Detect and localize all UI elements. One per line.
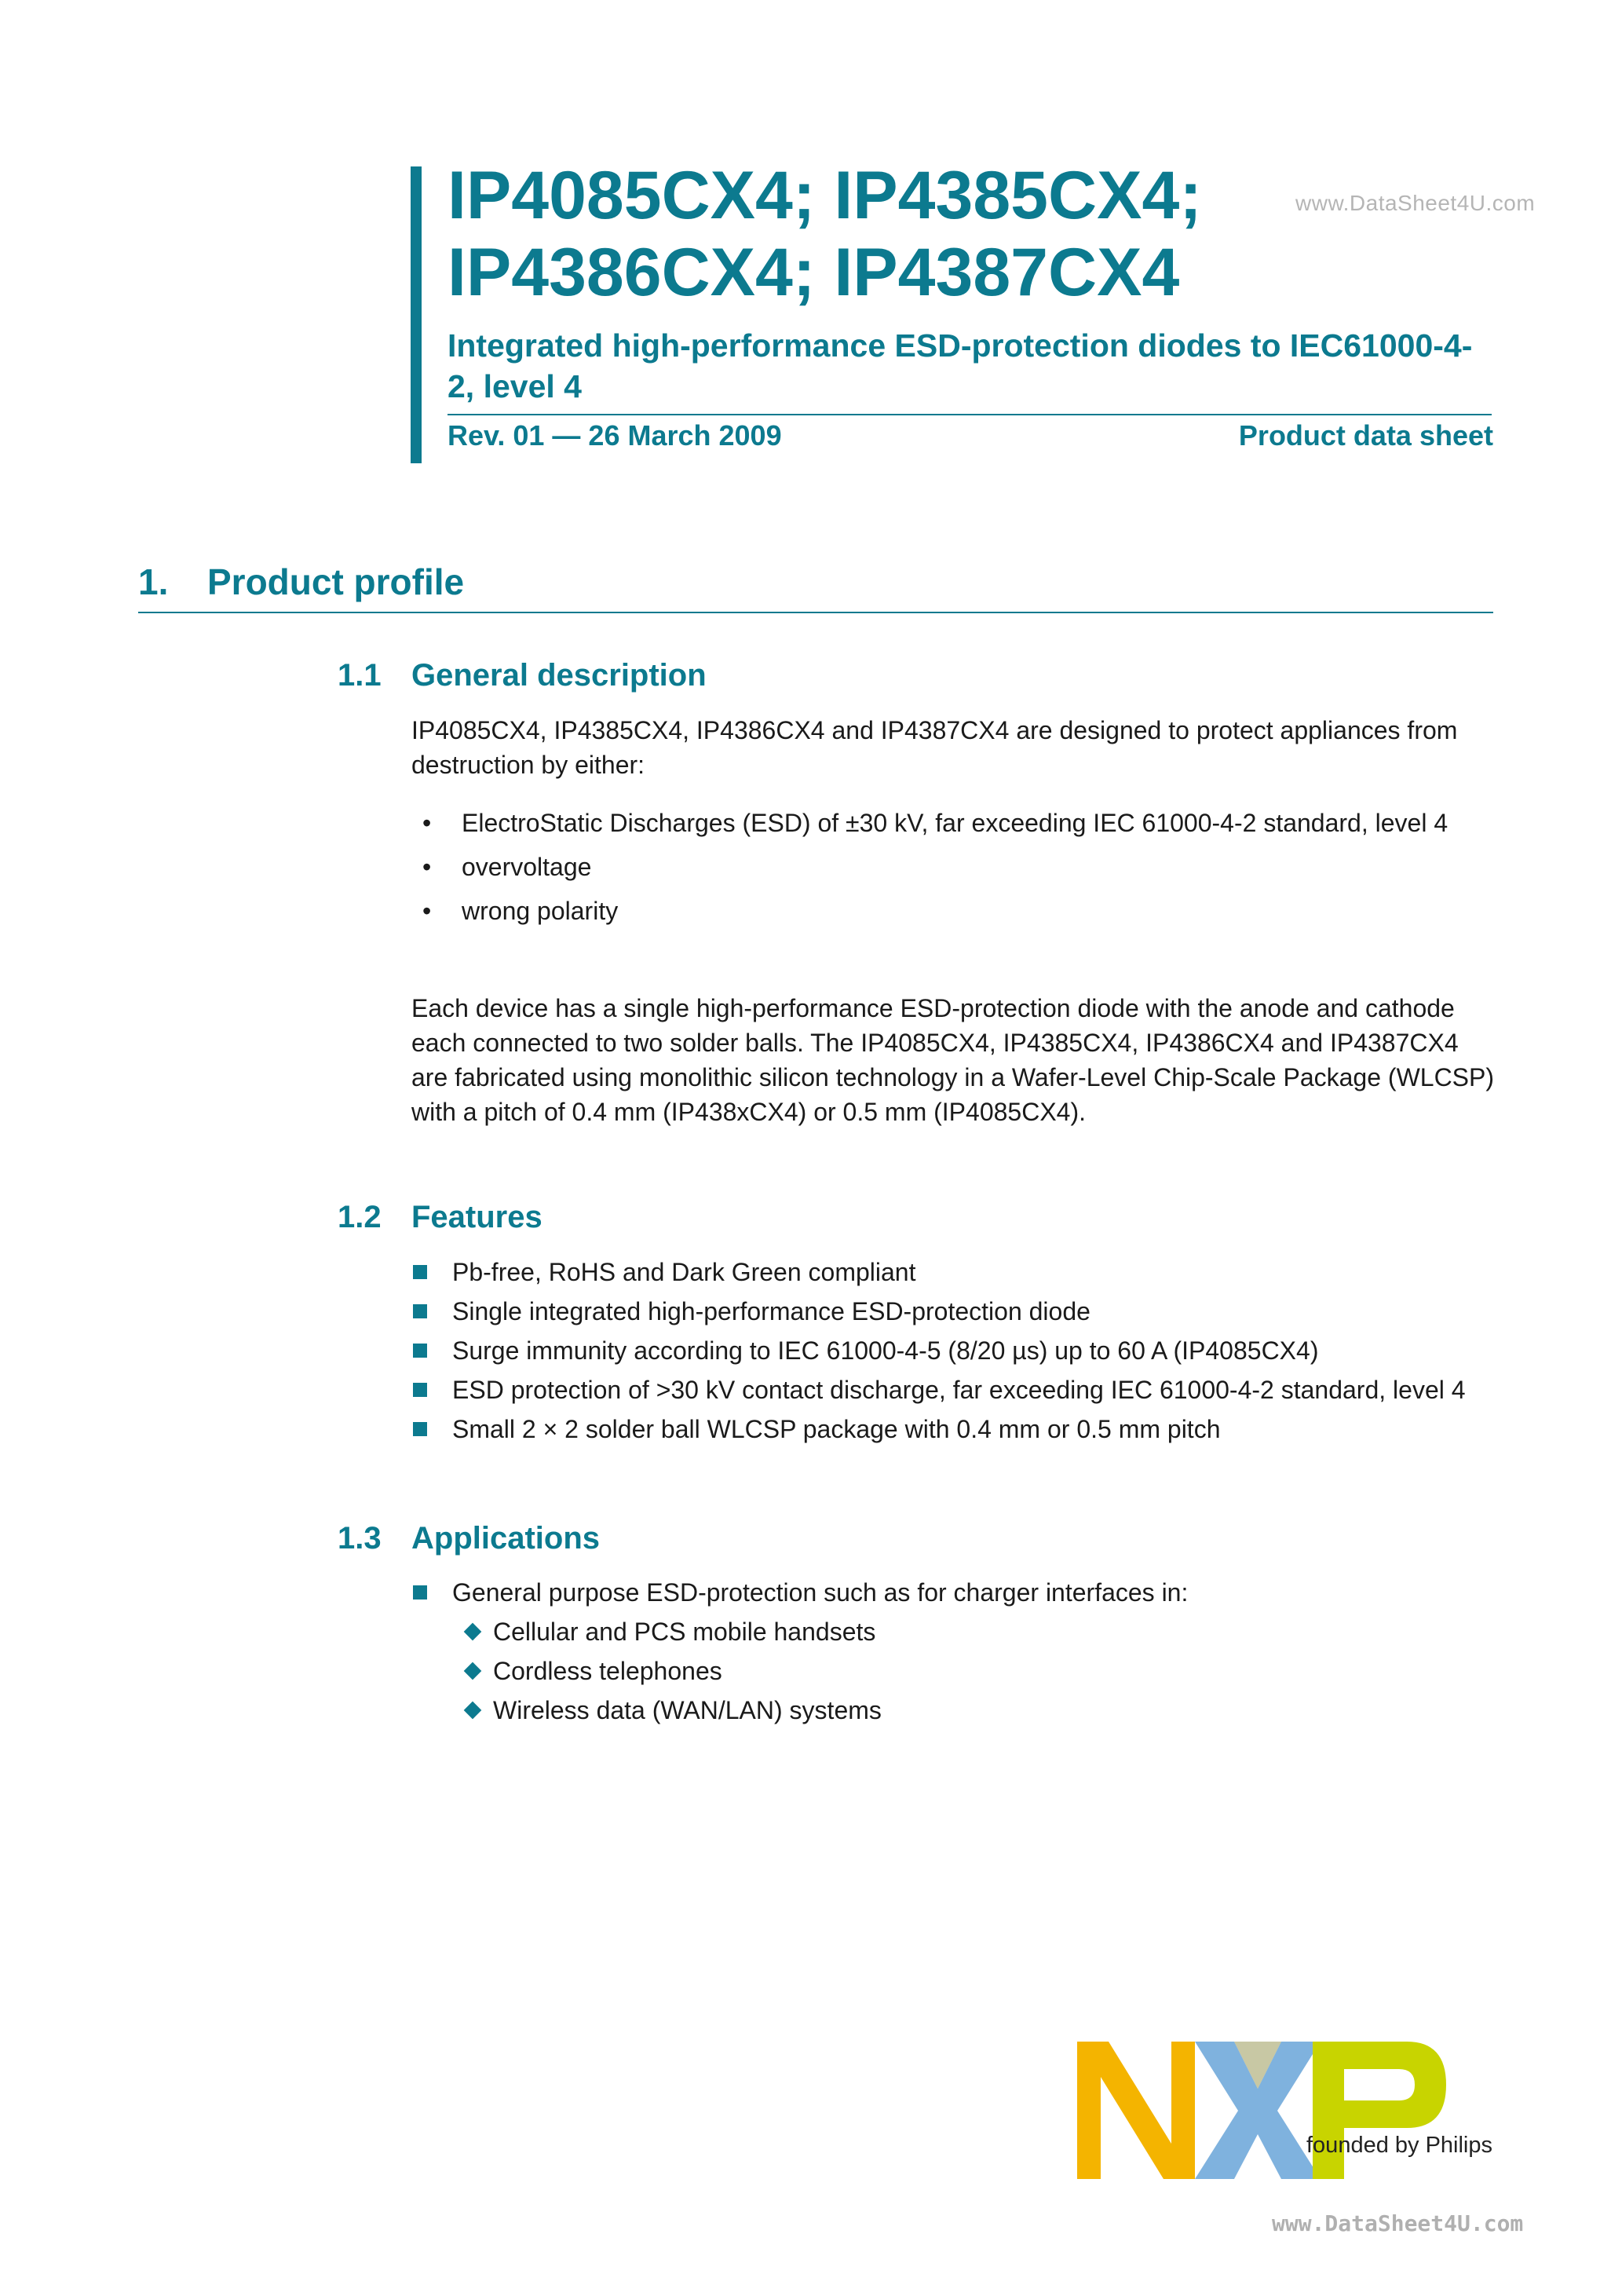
section-number: 1. [138,561,169,602]
list-item: • wrong polarity [411,894,1495,928]
section-divider [138,612,1493,613]
general-body-paragraph: Each device has a single high-performance ESD-protection diode with the anode and cathode each connected to two solder balls. The IP4085CX4, IP4385CX4, IP4386CX4 and IP4387CX4 are fabricated using monolithic silicon technology in a Wafer-Level Chip-Scale Package (WLCSP) with a pitch of 0.4 mm (IP438xCX4) or 0.5 mm (IP4085CX4). [411,994,1495,1126]
subsection-title: Applications [411,1521,601,1556]
list-item: Surge immunity according to IEC 61000-4-5 (8/20 µs) up to 60 A (IP4085CX4) [411,1333,1495,1368]
revision-date: Rev. 01 — 26 March 2009 [448,419,782,452]
square-bullet-icon [413,1344,427,1358]
watermark-top: www.DataSheet4U.com [1295,191,1536,215]
list-item: • ElectroStatic Discharges (ESD) of ±30 kV, far exceeding IEC 61000-4-2 standard, level 4 [411,806,1495,840]
diamond-bullet-icon [464,1623,482,1641]
list-item: Wireless data (WAN/LAN) systems [463,1693,1405,1727]
subsection-title: Features [411,1200,542,1234]
logo-n-mark [1077,2042,1195,2179]
header-divider [448,414,1492,415]
general-intro-paragraph: IP4085CX4, IP4385CX4, IP4386CX4 and IP4387CX4 are designed to protect appliances from destruction by either: [411,716,1458,779]
logo-tagline: founded by Philips [1306,2133,1492,2158]
section-title: Product profile [207,561,465,602]
document-type: Product data sheet [1238,419,1493,452]
list-item: Cordless telephones [463,1654,1405,1688]
applications-list [411,1575,1495,1614]
diamond-bullet-icon [464,1702,482,1720]
document-subtitle: Integrated high-performance ESD-protection diodes to IEC61000-4-2, level 4 [448,327,1473,404]
document-title [448,157,1202,311]
list-item: Small 2 × 2 solder ball WLCSP package with 0.4 mm or 0.5 mm pitch [411,1412,1495,1446]
list-item: • overvoltage [411,850,1495,884]
features-list [411,1255,1495,1451]
subsection-number: 1.2 [338,1200,382,1234]
list-item: Single integrated high-performance ESD-protection diode [411,1294,1495,1329]
square-bullet-icon [413,1585,427,1600]
watermark-bottom: www.DataSheet4U.com [1272,2210,1524,2236]
square-bullet-icon [413,1422,427,1436]
subsection-heading-general [338,658,707,693]
subsection-number: 1.3 [338,1521,382,1556]
subsection-heading-applications [338,1521,600,1556]
list-item: ESD protection of >30 kV contact discharge, far exceeding IEC 61000-4-2 standard, level 4 [411,1373,1495,1407]
applications-sublist [463,1614,1405,1732]
diamond-bullet-icon [464,1662,482,1680]
list-item: Pb-free, RoHS and Dark Green compliant [411,1255,1495,1289]
list-item: General purpose ESD-protection such as for charger interfaces in: [411,1575,1495,1610]
title-accent-bar [411,166,422,463]
nxp-logo [1077,2042,1501,2199]
square-bullet-icon [413,1304,427,1318]
square-bullet-icon [413,1383,427,1397]
subsection-title: General description [411,658,707,693]
subsection-heading-features [338,1200,542,1235]
list-item: Cellular and PCS mobile handsets [463,1614,1405,1649]
general-bullet-list [411,806,1495,928]
subsection-number: 1.1 [338,658,382,693]
square-bullet-icon [413,1265,427,1279]
title-line-2: IP4386CX4; IP4387CX4 [448,235,1180,310]
title-line-1: IP4085CX4; IP4385CX4; [448,158,1202,233]
section-heading [138,561,464,603]
